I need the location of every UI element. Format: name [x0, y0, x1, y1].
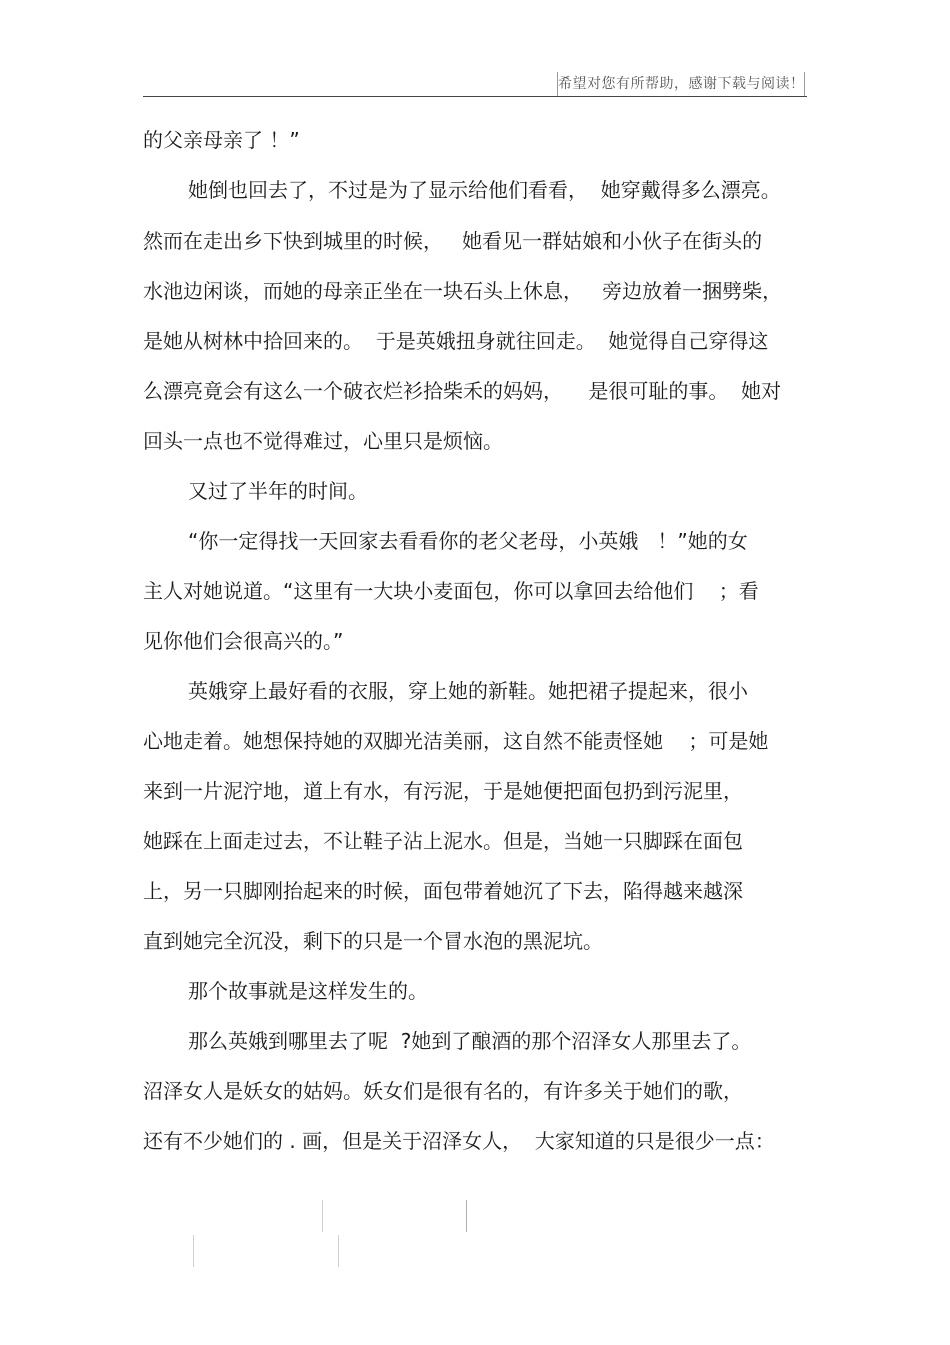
text-line: 上，另一只脚刚抬起来的时候，面包带着她沉了下去，陷得越来越深 — [143, 879, 743, 903]
text-line: 还有不少她们的 . 画，但是关于沼泽女人， 大家知道的只是很少一点： — [143, 1129, 775, 1153]
header-divider — [143, 96, 807, 97]
stray-mark — [466, 1200, 467, 1232]
text-line: 么漂亮竟会有这么一个破衣烂衫拾柴禾的妈妈， 是很可耻的事。 她对 — [143, 379, 782, 403]
text-line: 直到她完全沉没，剩下的只是一个冒水泡的黑泥坑。 — [143, 929, 603, 953]
text-line: 来到一片泥泞地，道上有水，有污泥，于是她便把面包扔到污泥里， — [143, 779, 743, 803]
header-note: 希望对您有所帮助，感谢下载与阅读！ — [557, 72, 805, 96]
text-line: 又过了半年的时间。 — [188, 479, 368, 503]
text-line: 那个故事就是这样发生的。 — [188, 979, 428, 1003]
text-line: 英娥穿上最好看的衣服，穿上她的新鞋。她把裙子提起来，很小 — [188, 679, 748, 703]
text-line: 见你他们会很高兴的。” — [143, 629, 344, 653]
text-line: 心地走着。她想保持她的双脚光洁美丽，这自然不能责怪她 ；可是她 — [143, 729, 769, 753]
text-line: 的父亲母亲了 ！” — [143, 128, 300, 152]
text-line: 主人对她说道。“这里有一大块小麦面包，你可以拿回去给他们 ；看 — [143, 579, 759, 603]
text-line: 她倒也回去了，不过是为了显示给他们看看， 她穿戴得多么漂亮。 — [188, 178, 781, 202]
stray-mark — [322, 1200, 323, 1232]
text-line: 是她从树林中拾回来的。 于是英娥扭身就往回走。 她觉得自己穿得这 — [143, 329, 769, 353]
text-line: 回头一点也不觉得难过，心里只是烦恼。 — [143, 429, 503, 453]
text-line: 沼泽女人是妖女的姑妈。妖女们是很有名的，有许多关于她们的歌， — [143, 1079, 743, 1103]
text-line: 她踩在上面走过去，不让鞋子沾上泥水。但是，当她一只脚踩在面包 — [143, 829, 743, 853]
text-line: “你一定得找一天回家去看看你的老父老母，小英娥 ！”她的女 — [188, 529, 748, 553]
text-line: 水池边闲谈，而她的母亲正坐在一块石头上休息， 旁边放着一捆劈柴， — [143, 279, 783, 303]
text-line: 那么英娥到哪里去了呢 ?她到了酿酒的那个沼泽女人那里去了。 — [188, 1029, 752, 1053]
text-line: 然而在走出乡下快到城里的时候， 她看见一群姑娘和小伙子在街头的 — [143, 229, 763, 253]
stray-mark — [193, 1235, 194, 1267]
stray-mark — [338, 1235, 339, 1267]
